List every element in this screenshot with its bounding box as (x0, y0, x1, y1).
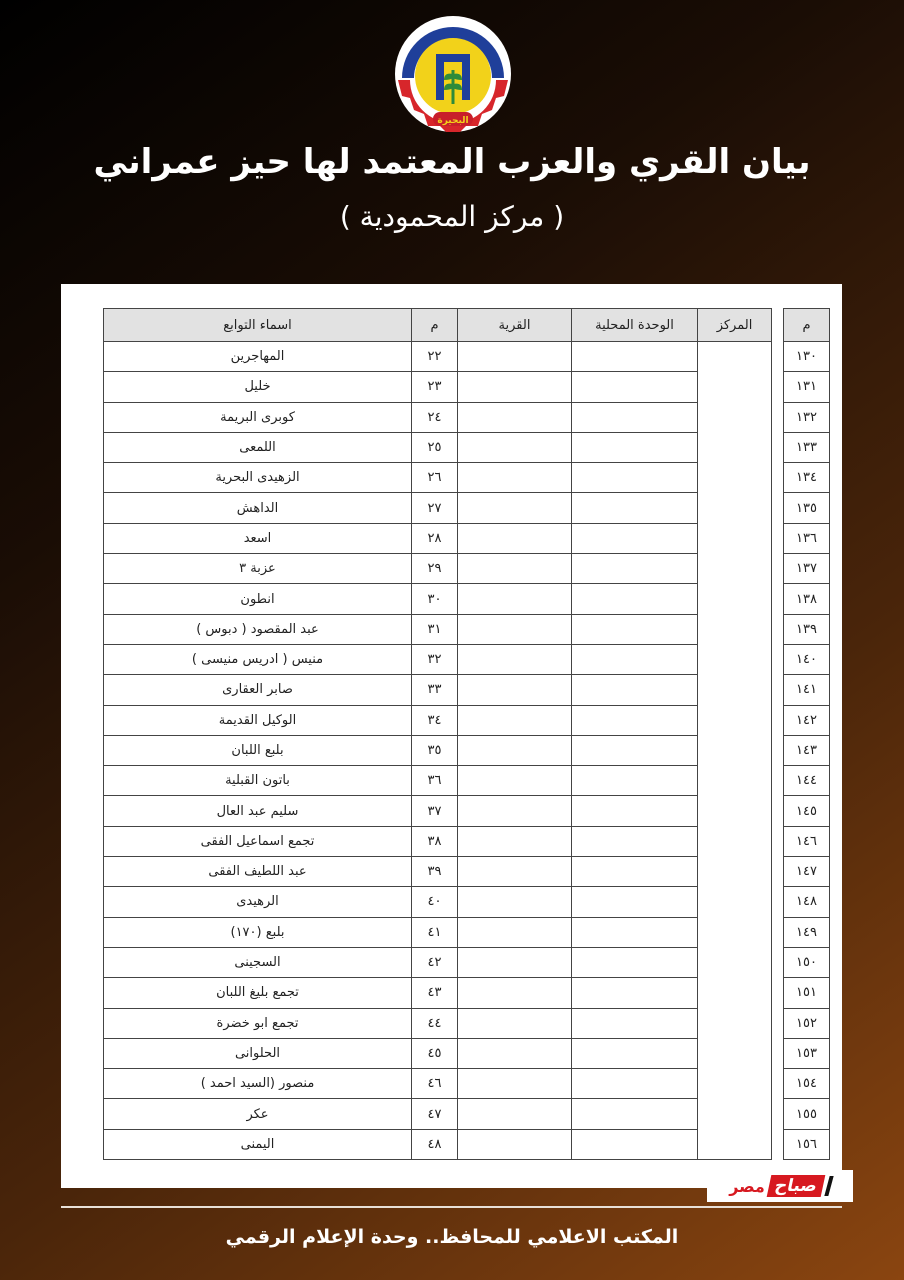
local-unit-cell (572, 1038, 698, 1068)
serial-cell: ١٣١ (784, 372, 830, 402)
gap-cell (772, 463, 784, 493)
serial-cell: ١٥٠ (784, 947, 830, 977)
village-cell (458, 644, 572, 674)
village-cell (458, 1099, 572, 1129)
serial-cell: ١٥٥ (784, 1099, 830, 1129)
gap-cell (772, 1038, 784, 1068)
serial-cell: ١٤٠ (784, 644, 830, 674)
sub-serial-cell: ٢٨ (412, 523, 458, 553)
local-unit-cell (572, 978, 698, 1008)
sub-name-cell: تجمع اسماعيل الفقى (104, 826, 412, 856)
gap-cell (772, 402, 784, 432)
village-cell (458, 735, 572, 765)
sub-serial-cell: ٤٦ (412, 1069, 458, 1099)
center-cell (698, 1038, 772, 1068)
sub-serial-cell: ٤٨ (412, 1129, 458, 1159)
center-cell (698, 1099, 772, 1129)
sub-name-cell: تجمع ابو خضرة (104, 1008, 412, 1038)
village-cell (458, 614, 572, 644)
sub-serial-cell: ٢٩ (412, 554, 458, 584)
sub-name-cell: اليمنى (104, 1129, 412, 1159)
serial-cell: ١٤٧ (784, 857, 830, 887)
village-cell (458, 402, 572, 432)
center-cell (698, 402, 772, 432)
gap-cell (772, 675, 784, 705)
sub-name-cell: عكر (104, 1099, 412, 1129)
table-row (104, 614, 830, 644)
gap-cell (772, 523, 784, 553)
center-cell (698, 917, 772, 947)
serial-cell: ١٣٣ (784, 432, 830, 462)
local-unit-cell (572, 614, 698, 644)
sub-serial-cell: ٤٥ (412, 1038, 458, 1068)
serial-cell: ١٥٢ (784, 1008, 830, 1038)
serial-cell: ١٣٩ (784, 614, 830, 644)
village-cell (458, 554, 572, 584)
table-row (104, 1099, 830, 1129)
table-row (104, 1008, 830, 1038)
local-unit-cell (572, 493, 698, 523)
table-row (104, 1038, 830, 1068)
sub-name-cell: الوكيل القديمة (104, 705, 412, 735)
gap-cell (772, 493, 784, 523)
village-cell (458, 978, 572, 1008)
sub-name-cell: عبد المقصود ( دبوس ) (104, 614, 412, 644)
local-unit-cell (572, 1099, 698, 1129)
table-row (104, 857, 830, 887)
village-cell (458, 493, 572, 523)
village-cell (458, 675, 572, 705)
center-cell (698, 766, 772, 796)
table-row (104, 796, 830, 826)
sub-name-cell: تجمع بليغ اللبان (104, 978, 412, 1008)
sub-name-cell: عبد اللطيف الفقى (104, 857, 412, 887)
table-row (104, 1129, 830, 1159)
table-row (104, 493, 830, 523)
table-row (104, 402, 830, 432)
gap-cell (772, 1008, 784, 1038)
sub-serial-cell: ٣٧ (412, 796, 458, 826)
gap-cell (772, 917, 784, 947)
col-serial: م (784, 309, 830, 342)
serial-cell: ١٤٩ (784, 917, 830, 947)
table-row (104, 766, 830, 796)
sub-serial-cell: ٣١ (412, 614, 458, 644)
sub-serial-cell: ٤٢ (412, 947, 458, 977)
village-cell (458, 342, 572, 372)
table-row (104, 584, 830, 614)
center-cell (698, 887, 772, 917)
serial-cell: ١٣٠ (784, 342, 830, 372)
sub-name-cell: كوبرى البريمة (104, 402, 412, 432)
table-row (104, 342, 830, 372)
sub-serial-cell: ٤٠ (412, 887, 458, 917)
local-unit-cell (572, 554, 698, 584)
gap-cell (772, 1099, 784, 1129)
village-cell (458, 857, 572, 887)
sub-name-cell: الحلوانى (104, 1038, 412, 1068)
center-cell (698, 857, 772, 887)
sub-serial-cell: ٣٥ (412, 735, 458, 765)
center-cell (698, 493, 772, 523)
local-unit-cell (572, 947, 698, 977)
sub-serial-cell: ٤١ (412, 917, 458, 947)
village-cell (458, 372, 572, 402)
serial-cell: ١٣٦ (784, 523, 830, 553)
table-row (104, 887, 830, 917)
local-unit-cell (572, 766, 698, 796)
col-center: المركز (698, 309, 772, 342)
center-cell (698, 978, 772, 1008)
local-unit-cell (572, 402, 698, 432)
gap-cell (772, 614, 784, 644)
table-row (104, 735, 830, 765)
table-row (104, 463, 830, 493)
sub-name-cell: منصور (السيد احمد ) (104, 1069, 412, 1099)
sub-name-cell: السجينى (104, 947, 412, 977)
center-cell (698, 523, 772, 553)
serial-cell: ١٥٦ (784, 1129, 830, 1159)
center-cell (698, 675, 772, 705)
stripe-icon (824, 1176, 833, 1196)
local-unit-cell (572, 644, 698, 674)
logo-label: البحيرة (437, 116, 469, 126)
local-unit-cell (572, 463, 698, 493)
center-cell (698, 342, 772, 372)
sub-serial-cell: ٣٠ (412, 584, 458, 614)
gap-cell (772, 735, 784, 765)
village-cell (458, 826, 572, 856)
local-unit-cell (572, 675, 698, 705)
table-row (104, 1069, 830, 1099)
sub-name-cell: الرهيدى (104, 887, 412, 917)
gap-cell (772, 342, 784, 372)
table-row (104, 372, 830, 402)
sub-serial-cell: ٣٩ (412, 857, 458, 887)
local-unit-cell (572, 796, 698, 826)
col-local-unit: الوحدة المحلية (572, 309, 698, 342)
village-cell (458, 917, 572, 947)
sub-name-cell: سليم عبد العال (104, 796, 412, 826)
serial-cell: ١٤٤ (784, 766, 830, 796)
center-cell (698, 372, 772, 402)
sub-name-cell: انطون (104, 584, 412, 614)
local-unit-cell (572, 432, 698, 462)
local-unit-cell (572, 887, 698, 917)
sub-name-cell: اسعد (104, 523, 412, 553)
village-cell (458, 766, 572, 796)
table-row (104, 947, 830, 977)
center-cell (698, 463, 772, 493)
sub-serial-cell: ٤٧ (412, 1099, 458, 1129)
sub-serial-cell: ٣٦ (412, 766, 458, 796)
local-unit-cell (572, 1008, 698, 1038)
gap-cell (772, 887, 784, 917)
table-header-row (104, 309, 830, 342)
village-cell (458, 1008, 572, 1038)
center-cell (698, 584, 772, 614)
table-row (104, 523, 830, 553)
gap-cell (772, 584, 784, 614)
col-sub-names: اسماء التوابع (104, 309, 412, 342)
sub-name-cell: المهاجرين (104, 342, 412, 372)
sub-name-cell: الداهش (104, 493, 412, 523)
center-cell (698, 1129, 772, 1159)
serial-cell: ١٤٨ (784, 887, 830, 917)
sub-name-cell: باتون القبلية (104, 766, 412, 796)
table-row (104, 644, 830, 674)
village-cell (458, 887, 572, 917)
gap-cell (772, 947, 784, 977)
village-cell (458, 796, 572, 826)
gap-cell (772, 796, 784, 826)
local-unit-cell (572, 372, 698, 402)
page-title: بيان القري والعزب المعتمد لها حيز عمراني (93, 142, 811, 182)
sub-name-cell: صابر العقارى (104, 675, 412, 705)
source-watermark (707, 1170, 853, 1202)
center-cell (698, 432, 772, 462)
table-row (104, 978, 830, 1008)
sub-serial-cell: ٣٨ (412, 826, 458, 856)
table-row (104, 675, 830, 705)
local-unit-cell (572, 342, 698, 372)
village-cell (458, 432, 572, 462)
table-row (104, 554, 830, 584)
sub-serial-cell: ٣٤ (412, 705, 458, 735)
serial-cell: ١٤٢ (784, 705, 830, 735)
col-sub-serial: م (412, 309, 458, 342)
serial-cell: ١٤١ (784, 675, 830, 705)
serial-cell: ١٣٢ (784, 402, 830, 432)
center-cell (698, 644, 772, 674)
footer-divider (61, 1206, 842, 1208)
center-cell (698, 947, 772, 977)
village-cell (458, 1129, 572, 1159)
center-cell (698, 554, 772, 584)
table-row (104, 917, 830, 947)
sub-name-cell: عزبة ٣ (104, 554, 412, 584)
local-unit-cell (572, 1069, 698, 1099)
sub-serial-cell: ٢٤ (412, 402, 458, 432)
village-cell (458, 523, 572, 553)
serial-cell: ١٣٧ (784, 554, 830, 584)
village-cell (458, 463, 572, 493)
serial-cell: ١٤٣ (784, 735, 830, 765)
sub-name-cell: بلبع (١٧٠) (104, 917, 412, 947)
center-cell (698, 735, 772, 765)
serial-cell: ١٥٤ (784, 1069, 830, 1099)
sub-name-cell: منيس ( ادريس منيسى ) (104, 644, 412, 674)
serial-cell: ١٣٥ (784, 493, 830, 523)
village-cell (458, 947, 572, 977)
center-cell (698, 614, 772, 644)
local-unit-cell (572, 584, 698, 614)
serial-cell: ١٤٥ (784, 796, 830, 826)
sub-name-cell: اللمعى (104, 432, 412, 462)
footer-text: المكتب الاعلامي للمحافظ.. وحدة الإعلام الرقمي (225, 1226, 679, 1248)
local-unit-cell (572, 857, 698, 887)
table-row (104, 705, 830, 735)
gap-cell (772, 1129, 784, 1159)
sub-serial-cell: ٣٢ (412, 644, 458, 674)
local-unit-cell (572, 826, 698, 856)
sub-serial-cell: ٣٣ (412, 675, 458, 705)
governorate-logo (392, 14, 514, 136)
sub-serial-cell: ٢٦ (412, 463, 458, 493)
watermark-brand: صباح (766, 1175, 825, 1197)
local-unit-cell (572, 735, 698, 765)
village-cell (458, 1069, 572, 1099)
sub-serial-cell: ٢٧ (412, 493, 458, 523)
col-village: القرية (458, 309, 572, 342)
center-cell (698, 1069, 772, 1099)
gap-cell (772, 432, 784, 462)
serial-cell: ١٥٣ (784, 1038, 830, 1068)
table-row (104, 826, 830, 856)
page-subtitle: ( مركز المحمودية ) (339, 200, 565, 233)
local-unit-cell (572, 523, 698, 553)
col-gap (772, 309, 784, 342)
sub-serial-cell: ٢٥ (412, 432, 458, 462)
document-sheet (61, 284, 842, 1188)
table-row (104, 432, 830, 462)
center-cell (698, 796, 772, 826)
center-cell (698, 826, 772, 856)
local-unit-cell (572, 705, 698, 735)
gap-cell (772, 1069, 784, 1099)
gap-cell (772, 857, 784, 887)
sub-name-cell: الزهيدى البحرية (104, 463, 412, 493)
gap-cell (772, 372, 784, 402)
gap-cell (772, 705, 784, 735)
sub-serial-cell: ٤٤ (412, 1008, 458, 1038)
center-cell (698, 705, 772, 735)
serial-cell: ١٣٤ (784, 463, 830, 493)
serial-cell: ١٤٦ (784, 826, 830, 856)
gap-cell (772, 644, 784, 674)
local-unit-cell (572, 1129, 698, 1159)
sub-serial-cell: ٢٣ (412, 372, 458, 402)
serial-cell: ١٣٨ (784, 584, 830, 614)
gap-cell (772, 554, 784, 584)
sub-name-cell: خليل (104, 372, 412, 402)
local-unit-cell (572, 917, 698, 947)
gap-cell (772, 978, 784, 1008)
village-cell (458, 1038, 572, 1068)
village-cell (458, 584, 572, 614)
serial-cell: ١٥١ (784, 978, 830, 1008)
villages-table (103, 308, 830, 1160)
sub-name-cell: بلبع اللبان (104, 735, 412, 765)
gap-cell (772, 766, 784, 796)
center-cell (698, 1008, 772, 1038)
village-cell (458, 705, 572, 735)
sub-serial-cell: ٤٣ (412, 978, 458, 1008)
gap-cell (772, 826, 784, 856)
sub-serial-cell: ٢٢ (412, 342, 458, 372)
watermark-suffix: مصر (729, 1176, 765, 1196)
